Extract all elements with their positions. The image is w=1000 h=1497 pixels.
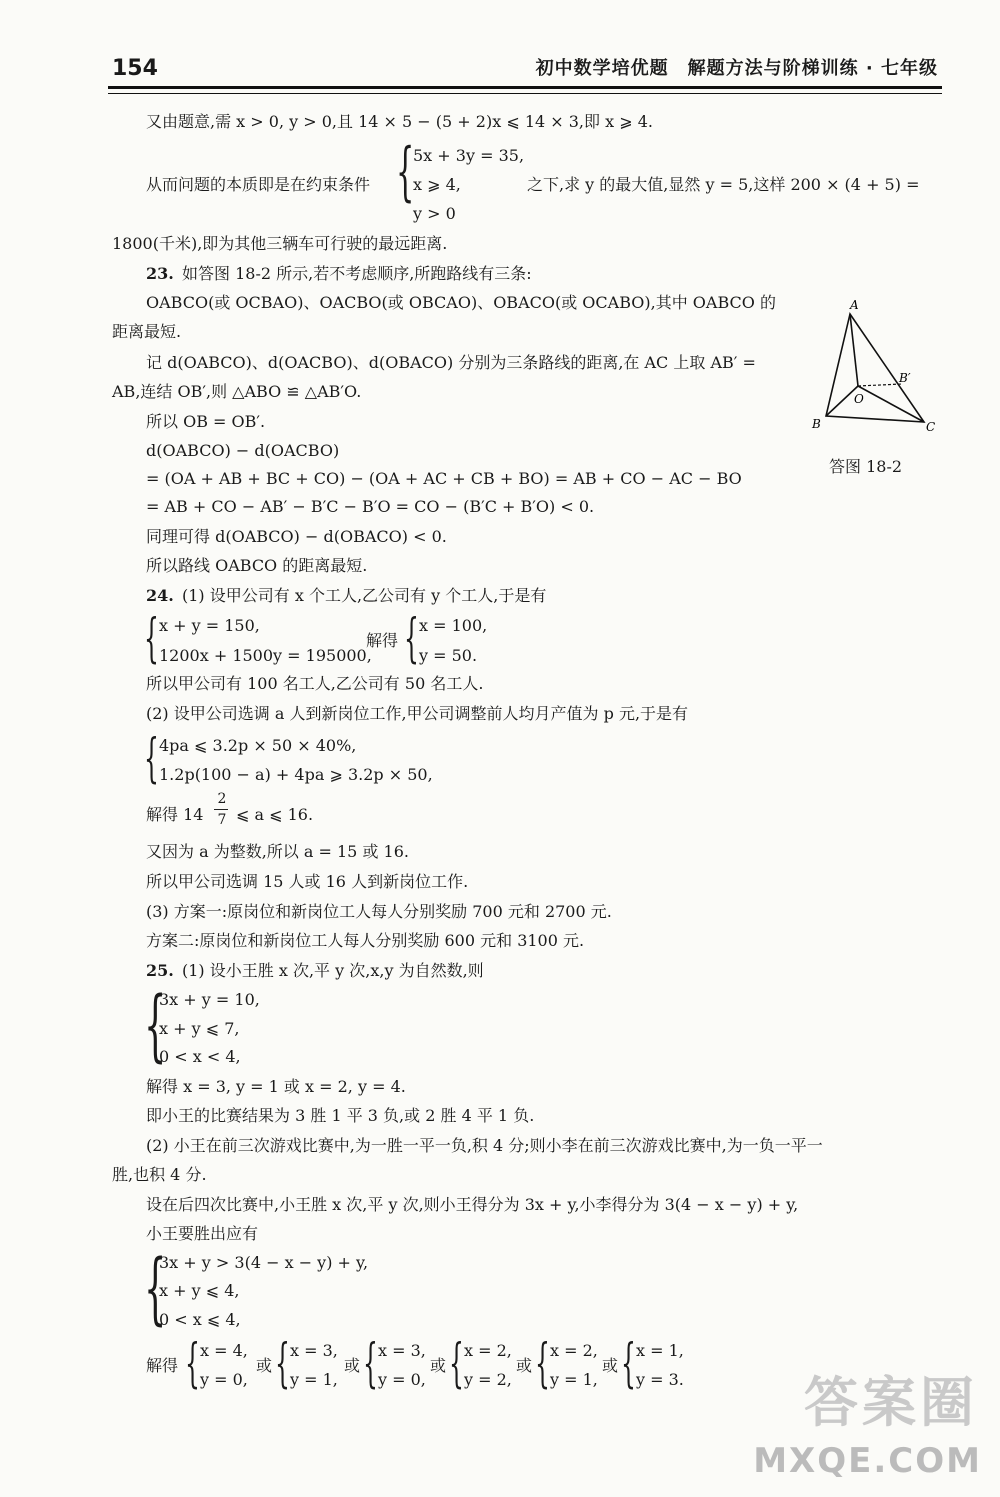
- solution-x: x = 3,: [378, 1341, 426, 1360]
- solution-y: y = 0,: [200, 1370, 248, 1389]
- brace: {: [404, 609, 419, 669]
- header-rule-thick: [108, 86, 942, 89]
- system-line: y > 0: [413, 204, 456, 223]
- system-line: 1200x + 1500y = 195000,: [159, 646, 372, 665]
- label-c: C: [926, 420, 936, 434]
- brace: {: [363, 1334, 378, 1394]
- triangle-outline: [826, 314, 924, 422]
- system-line: x + y = 150,: [159, 616, 260, 635]
- header-rule-thin: [108, 93, 942, 94]
- text-line: (2) 设甲公司选调 a 人到新岗位工作,甲公司调整前人均月产值为 p 元,于是有: [146, 704, 689, 723]
- figure-caption: 答图 18-2: [829, 457, 903, 476]
- system-line: 1.2p(100 − a) + 4pa ⩾ 3.2p × 50,: [159, 765, 433, 784]
- brace: {: [535, 1334, 550, 1394]
- brace: {: [449, 1334, 464, 1394]
- text-line: 胜,也积 4 分.: [112, 1165, 207, 1184]
- solution-y: y = 1,: [550, 1370, 598, 1389]
- text-line: 从而问题的本质即是在约束条件: [146, 175, 371, 194]
- segment-ob-prime: [858, 384, 902, 386]
- solution-y: y = 1,: [290, 1370, 338, 1389]
- solution-y: y = 2,: [464, 1370, 512, 1389]
- system-line: y = 50.: [419, 646, 478, 665]
- system-line: x = 100,: [419, 616, 488, 635]
- text-line: (3) 方案一:原岗位和新岗位工人每人分别奖励 700 元和 2700 元.: [146, 902, 612, 921]
- text-line: 解得 14: [146, 805, 204, 824]
- system-line: 0 < x ⩽ 4,: [159, 1310, 241, 1329]
- text-line: 所以甲公司选调 15 人或 16 人到新岗位工作.: [146, 872, 469, 891]
- or-word: 或: [516, 1356, 533, 1375]
- brace: {: [185, 1334, 200, 1394]
- solution-x: x = 4,: [200, 1341, 248, 1360]
- brace: {: [144, 729, 159, 789]
- question-number: 25.: [146, 961, 174, 980]
- text-line: 小王要胜出应有: [146, 1224, 259, 1243]
- brace: {: [396, 135, 415, 209]
- question-number: 23.: [146, 264, 174, 283]
- brace: {: [144, 609, 159, 669]
- system-line: x + y ⩽ 7,: [159, 1019, 240, 1038]
- solution-x: x = 1,: [636, 1341, 684, 1360]
- system-line: 3x + y > 3(4 − x − y) + y,: [159, 1253, 369, 1272]
- system-line: x + y ⩽ 4,: [159, 1281, 240, 1300]
- solution-x: x = 2,: [464, 1341, 512, 1360]
- text-line: 1800(千米),即为其他三辆车可行驶的最远距离.: [112, 234, 448, 253]
- or-word: 或: [256, 1356, 273, 1375]
- system-line: 5x + 3y = 35,: [413, 146, 525, 165]
- text-line: AB,连结 OB′,则 △ABO ≌ △AB′O.: [112, 382, 362, 401]
- solution-y: y = 0,: [378, 1370, 426, 1389]
- triangle-figure: [806, 300, 946, 435]
- page-number: 154: [112, 56, 158, 81]
- text-line: 所以 OB = OB′.: [146, 412, 266, 431]
- system-line: 4pa ⩽ 3.2p × 50 × 40%,: [159, 736, 357, 755]
- text-line: 又由题意,需 x > 0, y > 0,且 14 × 5 − (5 + 2)x ⩽ 14 × 3,即 x ⩾ 4.: [146, 112, 653, 131]
- running-title: 初中数学培优题 解题方法与阶梯训练 · 七年级: [535, 58, 938, 79]
- text-line: 解得: [146, 1356, 179, 1375]
- label-o: O: [854, 392, 864, 406]
- solution-x: x = 2,: [550, 1341, 598, 1360]
- text-line: 所以路线 OABCO 的距离最短.: [146, 556, 368, 575]
- text-line: (1) 设小王胜 x 次,平 y 次,x,y 为自然数,则: [182, 961, 484, 980]
- text-line: (1) 设甲公司有 x 个工人,乙公司有 y 个工人,于是有: [182, 586, 547, 605]
- text-line: 又因为 a 为整数,所以 a = 15 或 16.: [146, 842, 409, 861]
- page-header: [0, 0, 1000, 100]
- text-line: 设在后四次比赛中,小王胜 x 次,平 y 次,则小王得分为 3x + y,小李得分为 3(4 − x − y) + y,: [146, 1195, 799, 1214]
- question-number: 24.: [146, 586, 174, 605]
- brace: {: [621, 1334, 636, 1394]
- or-word: 或: [430, 1356, 447, 1375]
- system-line: 3x + y = 10,: [159, 990, 260, 1009]
- watermark-logo: 答案圈: [804, 1370, 978, 1434]
- or-word: 或: [602, 1356, 619, 1375]
- text-line: 记 d(OABCO)、d(OACBO)、d(OBACO) 分别为三条路线的距离,在 AC 上取 AB′ =: [146, 353, 756, 372]
- text-line: 之下,求 y 的最大值,显然 y = 5,这样 200 × (4 + 5) =: [527, 175, 920, 194]
- text-line: 解得: [366, 631, 399, 650]
- fraction-numerator: 2: [217, 791, 227, 807]
- system-line: x ⩾ 4,: [413, 175, 461, 194]
- brace: {: [144, 981, 167, 1071]
- solution-x: x = 3,: [290, 1341, 338, 1360]
- text-line: 距离最短.: [112, 322, 182, 341]
- label-a: A: [850, 300, 859, 312]
- text-line: 如答图 18-2 所示,若不考虑顺序,所跑路线有三条:: [182, 264, 532, 283]
- text-line: 方案二:原岗位和新岗位工人每人分别奖励 600 元和 3100 元.: [146, 931, 585, 950]
- text-line: OABCO(或 OCBAO)、OACBO(或 OBCAO)、OBACO(或 OCABO),其中 OABCO 的: [146, 293, 776, 312]
- fraction-denominator: 7: [217, 812, 227, 828]
- text-line: 同理可得 d(OABCO) − d(OBACO) < 0.: [146, 527, 447, 546]
- text-line: ⩽ a ⩽ 16.: [236, 805, 314, 824]
- fraction-bar: [214, 809, 228, 810]
- label-b: B: [812, 417, 821, 431]
- label-b-prime: B′: [899, 371, 911, 385]
- watermark-url: MXQE.COM: [753, 1441, 982, 1481]
- text-line: d(OABCO) − d(OACBO): [146, 441, 340, 460]
- solution-y: y = 3.: [636, 1370, 684, 1389]
- brace: {: [144, 1244, 167, 1334]
- text-line: 解得 x = 3, y = 1 或 x = 2, y = 4.: [146, 1077, 406, 1096]
- text-line: 即小王的比赛结果为 3 胜 1 平 3 负,或 2 胜 4 平 1 负.: [146, 1106, 535, 1125]
- text-line: 所以甲公司有 100 名工人,乙公司有 50 名工人.: [146, 674, 484, 693]
- text-line: (2) 小王在前三次游戏比赛中,为一胜一平一负,积 4 分;则小李在前三次游戏比赛中,为一负一平一: [146, 1136, 823, 1155]
- or-word: 或: [344, 1356, 361, 1375]
- text-line: = (OA + AB + BC + CO) − (OA + AC + CB + BO) = AB + CO − AC − BO: [146, 469, 742, 488]
- system-line: 0 < x < 4,: [159, 1047, 241, 1066]
- segment-co: [858, 386, 924, 422]
- brace: {: [275, 1334, 290, 1394]
- text-line: = AB + CO − AB′ − B′C − B′O = CO − (B′C + B′O) < 0.: [146, 497, 595, 516]
